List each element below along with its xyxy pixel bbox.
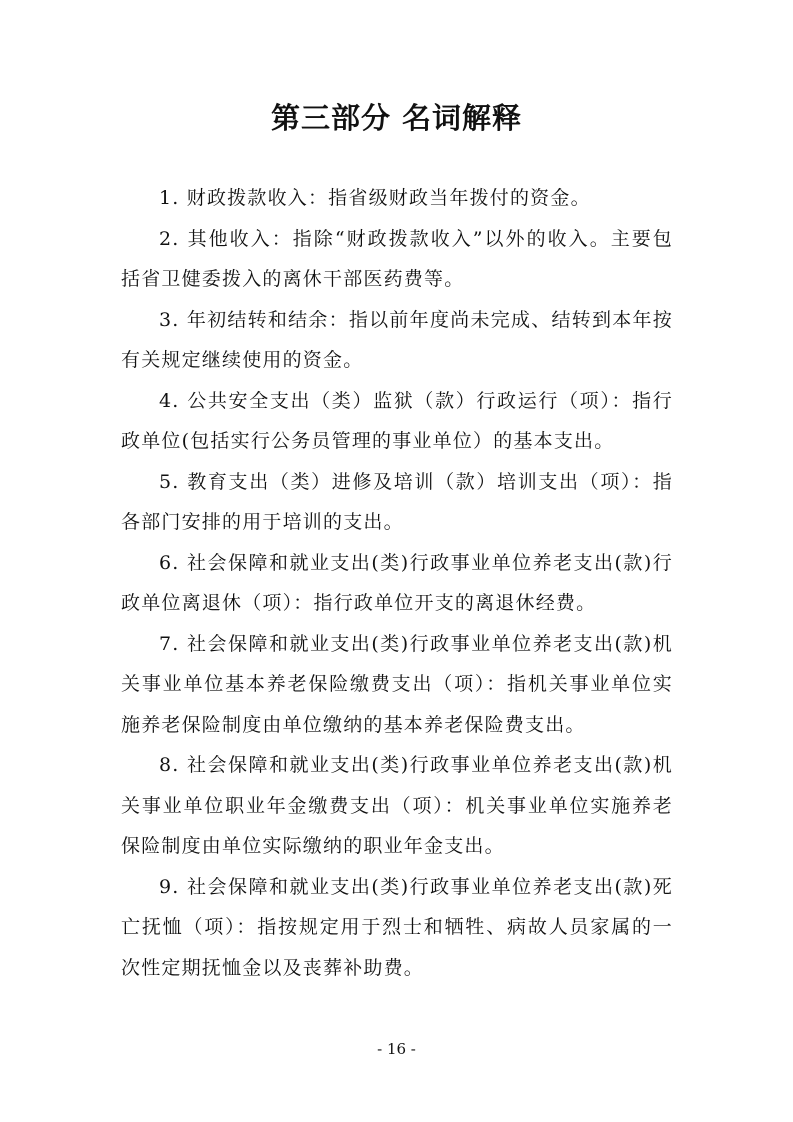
definition-item: 2. 其他收入：指除“财政拨款收入”以外的收入。主要包括省卫健委拨入的离休干部医药费等。 <box>121 227 673 290</box>
definition-item: 6. 社会保障和就业支出(类)行政事业单位养老支出(款)行政单位离退休（项）：指行政单位开支的离退休经费。 <box>121 551 673 614</box>
page-number: - 16 - <box>377 1040 416 1058</box>
definition-item: 7. 社会保障和就业支出(类)行政事业单位养老支出(款)机关事业单位基本养老保险缴费支出（项）：指机关事业单位实施养老保险制度由单位缴纳的基本养老保险费支出。 <box>121 632 673 736</box>
definition-item: 3. 年初结转和结余：指以前年度尚未完成、结转到本年按有关规定继续使用的资金。 <box>121 308 673 371</box>
page-title: 第三部分 名词解释 <box>270 101 523 135</box>
definition-item: 5. 教育支出（类）进修及培训（款）培训支出（项）：指各部门安排的用于培训的支出。 <box>121 470 673 533</box>
definition-item: 9. 社会保障和就业支出(类)行政事业单位养老支出(款)死亡抚恤（项）：指按规定用于烈士和牺牲、病故人员家属的一次性定期抚恤金以及丧葬补助费。 <box>121 875 673 979</box>
definitions-list <box>121 178 673 988</box>
definition-item: 4. 公共安全支出（类）监狱（款）行政运行（项）：指行政单位(包括实行公务员管理的事业单位）的基本支出。 <box>121 389 673 452</box>
definition-item: 8. 社会保障和就业支出(类)行政事业单位养老支出(款)机关事业单位职业年金缴费支出（项）：机关事业单位实施养老保险制度由单位实际缴纳的职业年金支出。 <box>121 754 673 857</box>
definition-item: 1. 财政拨款收入：指省级财政当年拨付的资金。 <box>159 187 591 209</box>
